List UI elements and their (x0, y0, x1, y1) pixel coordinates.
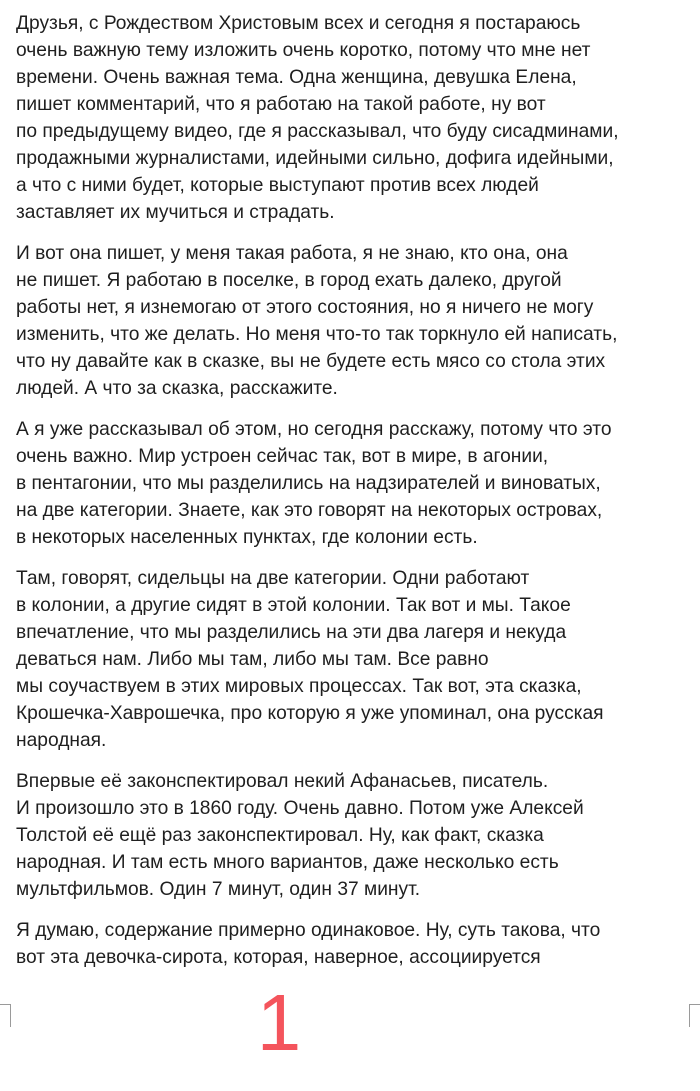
text-line: работы нет, я изнемогаю от этого состояния, но я ничего не могу (16, 297, 594, 318)
page-corner-mark-left (0, 1004, 11, 1027)
text-line: заставляет их мучиться и страдать. (16, 202, 335, 223)
text-line: на две категории. Знаете, как это говорят на некоторых островах, (16, 500, 603, 521)
text-line: Друзья, с Рождеством Христовым всех и сегодня я постараюсь (16, 13, 581, 34)
text-line: вот эта девочка-сирота, которая, наверное, ассоциируется (16, 947, 541, 968)
text-line: а что с ними будет, которые выступают против всех людей (16, 175, 539, 196)
text-line: не пишет. Я работаю в поселке, в город ехать далеко, другой (16, 270, 562, 291)
text-line: мультфильмов. Один 7 минут, один 37 минут. (16, 879, 421, 900)
text-line: деваться нам. Либо мы там, либо мы там. Все равно (16, 649, 489, 670)
text-line: мы соучаствуем в этих мировых процессах. Так вот, эта сказка, (16, 676, 582, 697)
text-line: И вот она пишет, у меня такая работа, я не знаю, кто она, она (16, 243, 568, 264)
text-line: пишет комментарий, что я работаю на такой работе, ну вот (16, 94, 546, 115)
paragraph (16, 917, 688, 971)
text-line: очень важно. Мир устроен сейчас так, вот в мире, в агонии, (16, 446, 549, 467)
text-line: И произошло это в 1860 году. Очень давно. Потом уже Алексей (16, 798, 584, 819)
text-line: что ну давайте как в сказке, вы не будете есть мясо со стола этих (16, 351, 606, 372)
paragraph (16, 240, 688, 402)
text-line: по предыдущему видео, где я рассказывал, что буду сисадминами, (16, 121, 619, 142)
text-line: Крошечка-Хаврошечка, про которую я уже упоминал, она русская (16, 703, 604, 724)
paragraph (16, 565, 688, 754)
text-line: продажными журналистами, идейными сильно, дофига идейными, (16, 148, 614, 169)
text-line: народная. (16, 730, 107, 751)
text-line: Там, говорят, сидельцы на две категории. Одни работают (16, 568, 530, 589)
page-corner-mark-right (689, 1004, 700, 1027)
text-line: времени. Очень важная тема. Одна женщина, девушка Елена, (16, 67, 577, 88)
text-line: в некоторых населенных пунктах, где колонии есть. (16, 527, 478, 548)
paragraph (16, 416, 688, 551)
text-line: изменить, что же делать. Но меня что-то так торкнуло ей написать, (16, 324, 618, 345)
page-number: 1 (256, 978, 302, 1067)
document-text (16, 10, 688, 985)
text-line: в пентагонии, что мы разделились на надзирателей и виноватых, (16, 473, 601, 494)
text-line: Впервые её законспектировал некий Афанасьев, писатель. (16, 771, 549, 792)
text-line: А я уже рассказывал об этом, но сегодня расскажу, потому что это (16, 419, 612, 440)
text-line: людей. А что за сказка, расскажите. (16, 378, 338, 399)
text-line: Я думаю, содержание примерно одинаковое. Ну, суть такова, что (16, 920, 601, 941)
text-line: Толстой её ещё раз законспектировал. Ну, как факт, сказка (16, 825, 544, 846)
text-line: в колонии, а другие сидят в этой колонии. Так вот и мы. Такое (16, 595, 571, 616)
text-line: впечатление, что мы разделились на эти два лагеря и некуда (16, 622, 567, 643)
paragraph (16, 768, 688, 903)
text-line: народная. И там есть много вариантов, даже несколько есть (16, 852, 559, 873)
text-line: очень важную тему изложить очень коротко, потому что мне нет (16, 40, 591, 61)
paragraph (16, 10, 688, 226)
